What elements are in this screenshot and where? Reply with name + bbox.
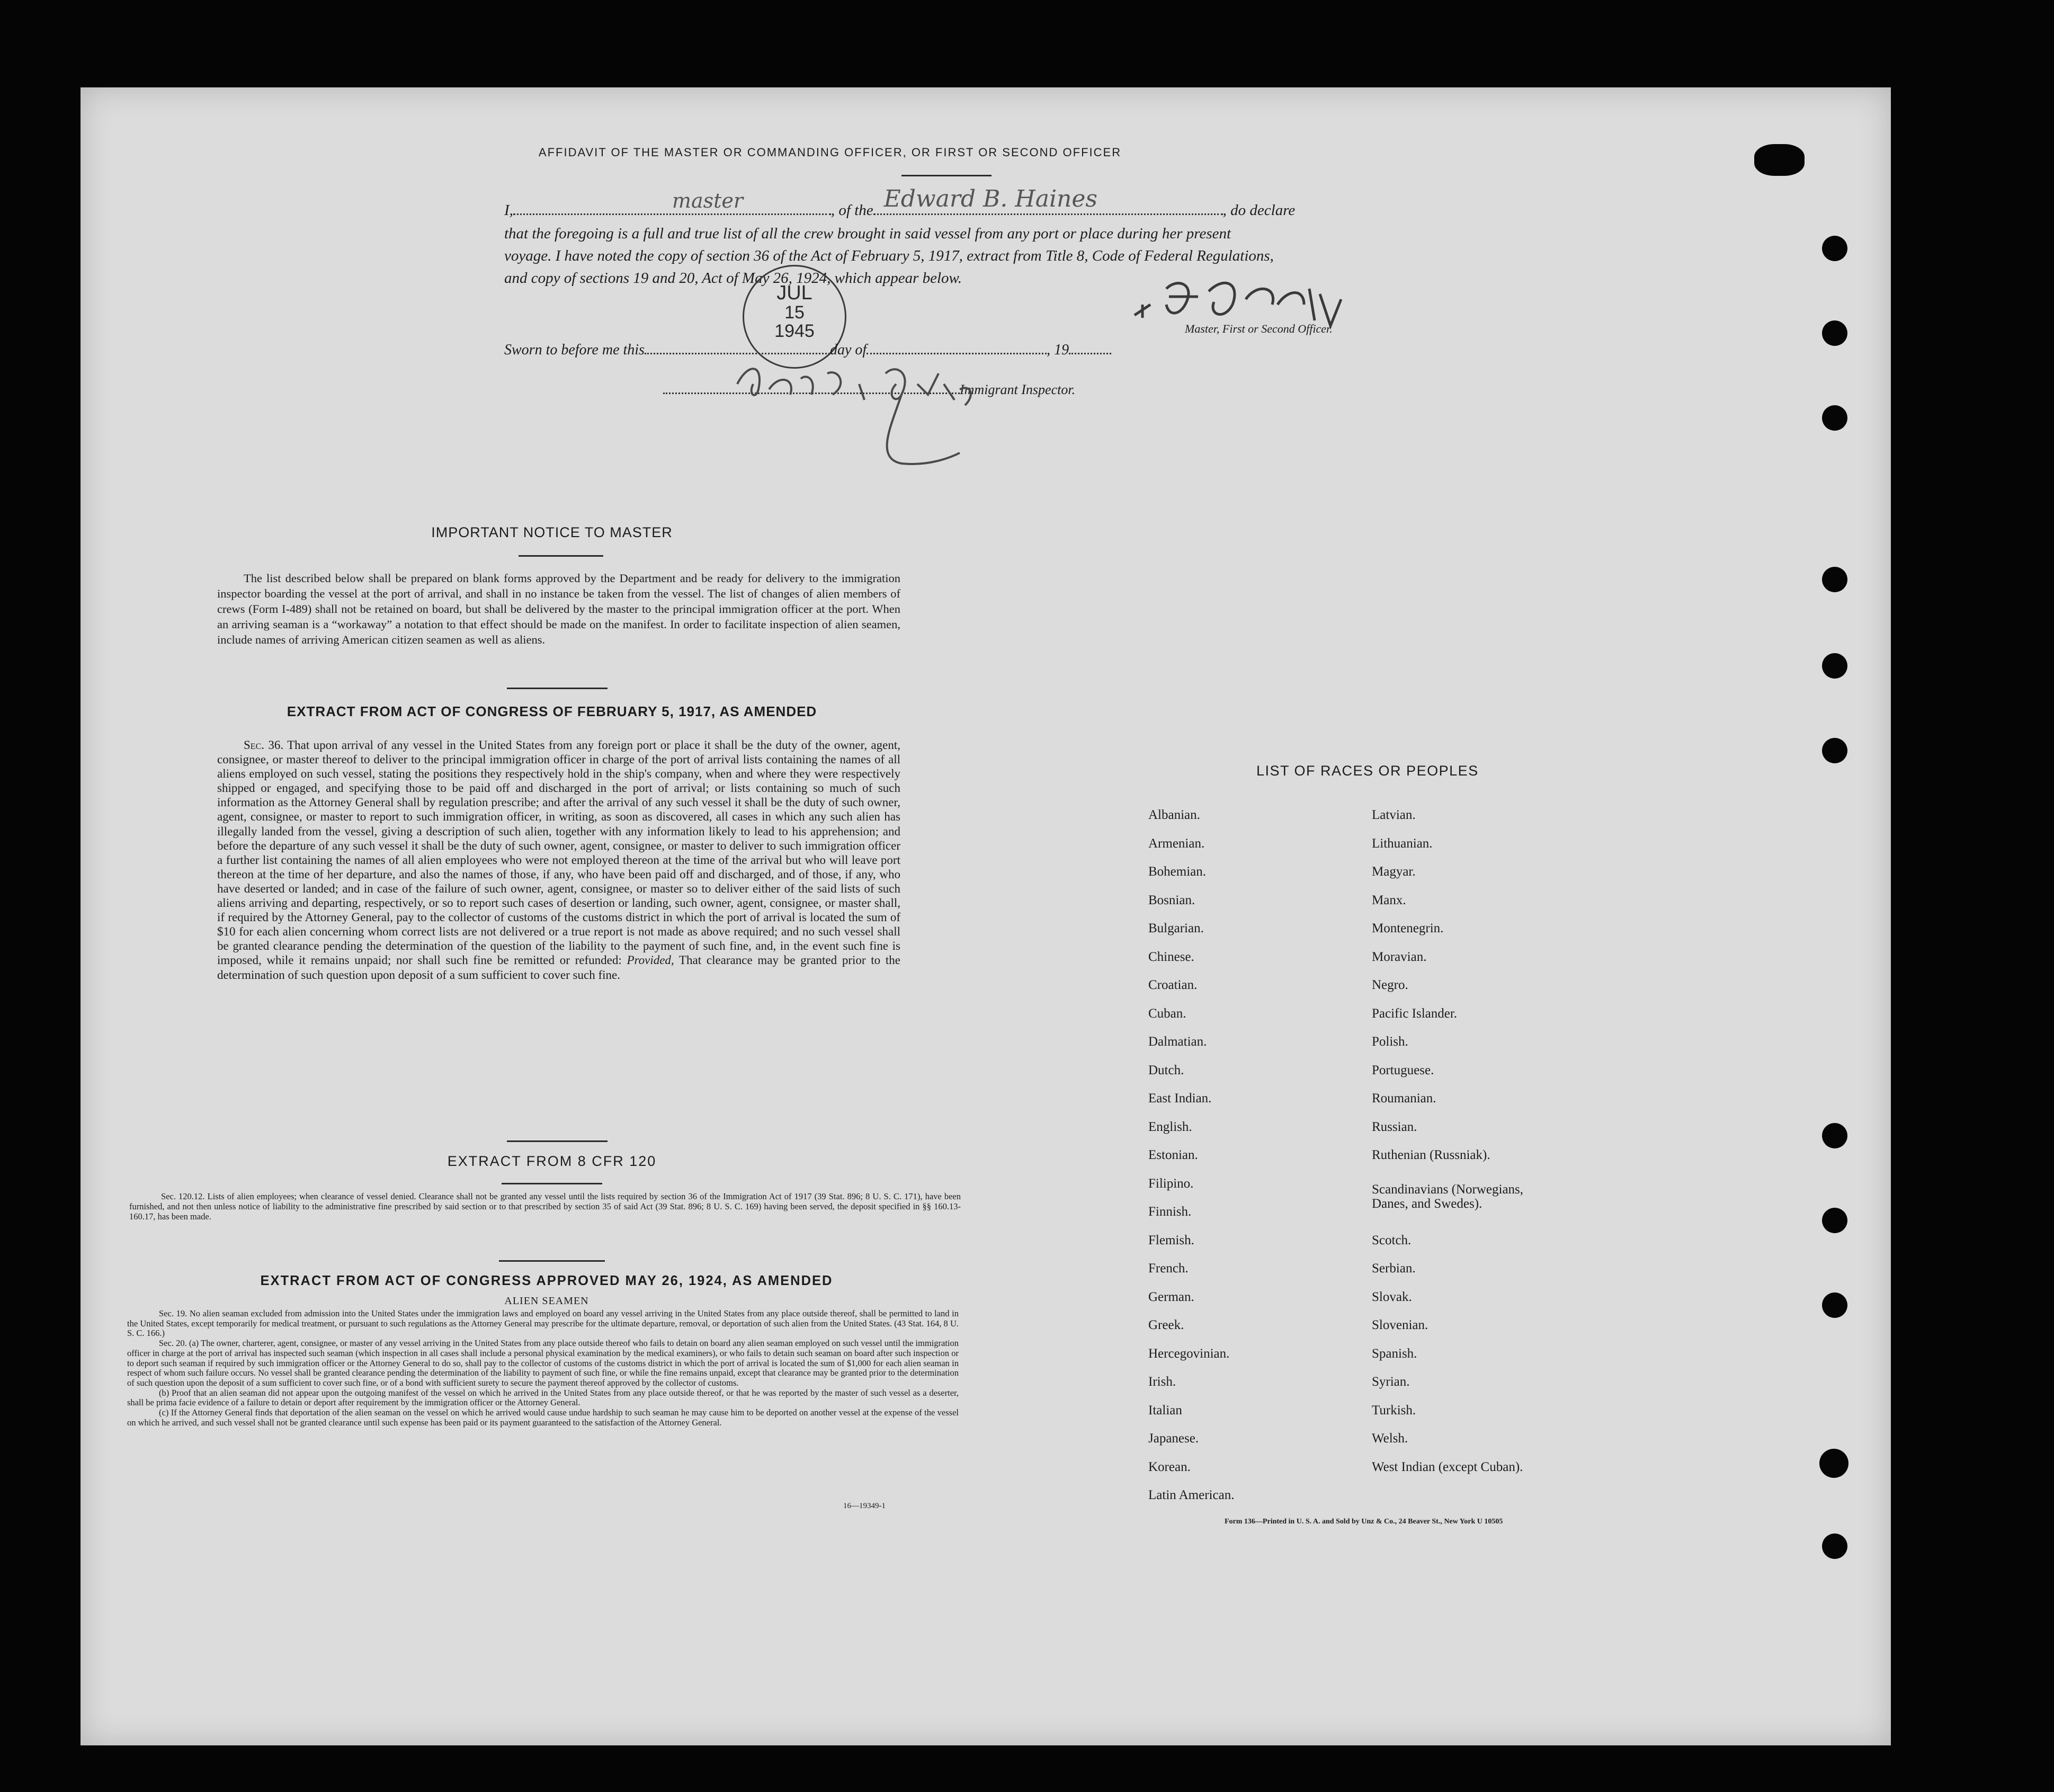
race-item: Bohemian. bbox=[1148, 864, 1207, 879]
race-item: Spanish. bbox=[1372, 1347, 1417, 1361]
extract-1917-text bbox=[217, 738, 900, 982]
extract-1924-text bbox=[127, 1309, 959, 1428]
race-item: Bosnian. bbox=[1148, 893, 1195, 907]
stamp-day: 15 bbox=[784, 302, 805, 323]
race-item: Filipino. bbox=[1148, 1176, 1194, 1191]
race-item: Lithuanian. bbox=[1372, 836, 1433, 851]
affidavit-line-2: that the foregoing is a full and true list of all the crew brought in said vessel from any port or place during her present bbox=[504, 225, 1231, 242]
race-item: Finnish. bbox=[1148, 1205, 1192, 1219]
document-page bbox=[81, 87, 1891, 1745]
form-code: 16—19349-1 bbox=[843, 1502, 886, 1510]
race-item: Serbian. bbox=[1372, 1261, 1416, 1276]
affidavit-line-1 bbox=[504, 185, 1296, 219]
race-item: Syrian. bbox=[1372, 1375, 1410, 1389]
race-item: Estonian. bbox=[1148, 1148, 1198, 1162]
divider bbox=[499, 1260, 605, 1262]
divider bbox=[502, 1183, 602, 1184]
sec-36-body: That upon arrival of any vessel in the United States from any foreign port or place it shall be the duty of the owner, agent, consignee, or master thereof to deliver to the principal immigration officer in charge of the port of arrival lists containing the names of all aliens employed on such vessel, stating the positions they respectively hold in the ship's company, when and where they were respectively shipped or engaged, and specifying those to be paid off and discharged in the port of arrival; or lists containing so much of such information as the Attorney General shall by regulation prescribe; and after the arrival of any such vessel it shall be the duty of such owner, agent, consignee, or master to report to such immigration officer, in writing, as soon as discovered, all cases in which any such alien has illegally landed from the vessel, giving a description of such alien, together with any information likely to lead to his apprehension; and before the departure of any such vessel it shall be the duty of such owner, agent, consignee, or master to deliver to such immigration officer a further list containing the names of all alien employees who were not employed thereon at the time of the arrival but who will leave port thereon at the time of her departure, and also the names of those, if any, who have been paid off and discharged, and of those, if any, who have deserted or landed; and in case of the failure of such owner, agent, consignee, or master so to deliver either of the said lists of such aliens arriving and departing, respectively, or so to report such cases of desertion or landing, such owner, agent, consignee, or master shall, if required by the Attorney General, pay to the collector of customs of the customs district in which the port of arrival is located the sum of $10 for each alien concerning whom correct lists are not delivered or a true report is not made as above required; and no such vessel shall be granted clearance pending the determination of the question of the liability to the payment of such fine, and, in the event such fine is imposed, while it remains unpaid; nor shall such fine be remitted or refunded: bbox=[217, 738, 900, 967]
punch-hole bbox=[1822, 567, 1847, 592]
sec-36-label: Sec. 36. bbox=[244, 738, 284, 752]
race-item: Ruthenian (Russniak). bbox=[1372, 1148, 1490, 1162]
races-title: LIST OF RACES OR PEOPLES bbox=[1256, 763, 1479, 779]
day-of-label: day of bbox=[829, 342, 867, 358]
race-item: Montenegrin. bbox=[1372, 921, 1444, 935]
race-item: West Indian (except Cuban). bbox=[1372, 1460, 1523, 1474]
race-item: Latvian. bbox=[1372, 808, 1416, 822]
race-item: Moravian. bbox=[1372, 950, 1427, 964]
signature-label: Master, First or Second Officer. bbox=[1185, 322, 1333, 335]
punch-hole bbox=[1822, 1292, 1847, 1318]
notice-text: The list described below shall be prepared on blank forms approved by the Department and be ready for delivery to the immigration inspector boarding the vessel at the port of arrival, and shall in no instance be taken from the vessel. The list of changes of alien members of crews (Form I-489) shall not be retained on board, but shall be delivered by the master to the principal immigration officer at the port. When an arriving seaman is a “workaway” a notation to that effect should be made on the manifest. In order to facilitate inspection of alien seamen, include names of arriving American citizen seamen as well as aliens. bbox=[217, 572, 900, 646]
race-item: Irish. bbox=[1148, 1375, 1176, 1389]
race-item: Albanian. bbox=[1148, 808, 1200, 822]
punch-hole bbox=[1822, 320, 1847, 346]
sec-20a-text: Sec. 20. (a) The owner, charterer, agent, consignee, or master of any vessel arriving in the United States from any place outside thereof who fails to detain on board any alien seaman employed on such vessel until the immigration officer in charge at the port of arrival has inspected such seaman (which inspection in all cases shall include a personal physical examination by the medical examiners), or who fails to detain such seaman on board after such inspection or to deport such seaman if required by such immigration officer or the Attorney General to do so, shall pay to the collector of customs of the customs district in which the port of arrival is located the sum of $1,000 for each alien seaman in respect of whom such failure occurs. No vessel shall be granted clearance pending the determination of the liability to payment of such fine, or while the fine remains unpaid, except that clearance may be granted prior to the determination of such question upon the deposit of a sum sufficient to cover such fine, or of a bond with sufficient surety to secure the payment thereof approved by the collector of customs. bbox=[127, 1338, 959, 1388]
sec-19-text: Sec. 19. No alien seaman excluded from admission into the United States under the immigration laws and employed on board any vessel arriving in the United States from any place outside thereof, shall be permitted to land in the United States, except temporarily for medical treatment, or pursuant to such regulations as the Attorney General may prescribe for the ultimate departure, removal, or deportation of such alien from the United States. (43 Stat. 164, 8 U. S. C. 166.) bbox=[127, 1308, 959, 1339]
race-item: English. bbox=[1148, 1120, 1192, 1134]
race-item: German. bbox=[1148, 1290, 1194, 1304]
race-item: Japanese. bbox=[1148, 1431, 1199, 1446]
race-item: Polish. bbox=[1372, 1035, 1408, 1049]
punch-hole bbox=[1822, 1208, 1847, 1233]
race-item: Roumanian. bbox=[1372, 1091, 1436, 1105]
affidavit-line-3: voyage. I have noted the copy of section 36 of the Act of February 5, 1917, extract from Title 8, Code of Federal Regulations, bbox=[504, 247, 1274, 264]
punch-hole bbox=[1822, 405, 1847, 431]
notice-title: IMPORTANT NOTICE TO MASTER bbox=[431, 524, 673, 540]
do-declare-label: , do declare bbox=[1222, 202, 1296, 219]
race-item: Portuguese. bbox=[1372, 1063, 1434, 1077]
race-item: Welsh. bbox=[1372, 1431, 1408, 1446]
divider bbox=[519, 555, 603, 557]
divider bbox=[507, 688, 608, 689]
sec-36-end: That clearance may be granted prior to the determination of such question upon deposit of a sum sufficient to cover such fine. bbox=[217, 953, 901, 982]
punch-hole bbox=[1822, 738, 1847, 763]
race-item: East Indian. bbox=[1148, 1091, 1212, 1105]
race-item: Slovenian. bbox=[1372, 1318, 1428, 1332]
punch-hole bbox=[1822, 653, 1847, 679]
punch-hole bbox=[1822, 1123, 1847, 1148]
punch-hole bbox=[1819, 1449, 1848, 1478]
race-item: Russian. bbox=[1372, 1120, 1417, 1134]
divider bbox=[507, 1140, 608, 1142]
race-item: Latin American. bbox=[1148, 1488, 1235, 1502]
race-item: Chinese. bbox=[1148, 950, 1194, 964]
race-item: Manx. bbox=[1372, 893, 1406, 907]
vessel-name-written: Edward B. Haines bbox=[883, 185, 1097, 212]
race-item: Korean. bbox=[1148, 1460, 1191, 1474]
race-item: Negro. bbox=[1372, 978, 1408, 992]
inspector-label: Immigrant Inspector. bbox=[960, 382, 1076, 397]
race-item: Bulgarian. bbox=[1148, 921, 1204, 935]
race-item: Croatian. bbox=[1148, 978, 1198, 992]
cfr-title: EXTRACT FROM 8 CFR 120 bbox=[447, 1153, 657, 1169]
punch-hole bbox=[1822, 1534, 1847, 1559]
inspector-signature bbox=[727, 352, 1023, 469]
race-item: Hercegovinian. bbox=[1148, 1347, 1230, 1361]
sworn-label: Sworn to before me this bbox=[504, 342, 645, 358]
punch-hole bbox=[1754, 144, 1805, 176]
affidavit-title: AFFIDAVIT OF THE MASTER OR COMMANDING OFFICER, OR FIRST OR SECOND OFFICER bbox=[538, 146, 1122, 159]
affidavit-i: I, bbox=[504, 202, 513, 219]
divider bbox=[901, 175, 992, 176]
race-item: Italian bbox=[1148, 1403, 1182, 1417]
affidavit-line-4: and copy of sections 19 and 20, Act of May 26, 1924, which appear below. bbox=[504, 270, 962, 287]
race-item: Dalmatian. bbox=[1148, 1035, 1207, 1049]
sec-20c-text: (c) If the Attorney General finds that deportation of the alien seaman on the vessel on which he arrived would cause undue hardship to such seaman he may cause him to be deported on another vessel at the expense of the vessel on which he arrived, and such vessel shall not be granted clearance until such expense has been paid or its payment guaranteed to the satisfaction of the Attorney General. bbox=[127, 1407, 959, 1428]
race-item: Magyar. bbox=[1372, 864, 1416, 879]
extract-1917-title: EXTRACT FROM ACT OF CONGRESS OF FEBRUARY 5, 1917, AS AMENDED bbox=[287, 703, 817, 719]
race-item: Scandinavians (Norwegians, Danes, and Swedes). bbox=[1372, 1182, 1524, 1211]
form-footer: Form 136—Printed in U. S. A. and Sold by Unz & Co., 24 Beaver St., New York U 10505 bbox=[1225, 1518, 1503, 1526]
race-item: Turkish. bbox=[1372, 1403, 1416, 1417]
race-item: Slovak. bbox=[1372, 1290, 1412, 1304]
extract-1924-title: EXTRACT FROM ACT OF CONGRESS APPROVED MAY 26, 1924, AS AMENDED bbox=[260, 1273, 833, 1288]
stamp-year: 1945 bbox=[774, 321, 815, 341]
race-item: Pacific Islander. bbox=[1372, 1006, 1458, 1021]
race-item: French. bbox=[1148, 1261, 1189, 1276]
rank-written: master bbox=[672, 189, 744, 212]
punch-hole bbox=[1822, 236, 1847, 261]
sec-20b-text: (b) Proof that an alien seaman did not appear upon the outgoing manifest of the vessel on which he arrived in the United States from any place outside thereof, or that he was reported by the master of such vessel as a deserter, shall be prima facie evidence of a failure to detain or deport after requirement by the immigration officer or the Attorney General. bbox=[127, 1387, 959, 1408]
year-label: , 19 bbox=[1047, 342, 1069, 358]
race-item: Armenian. bbox=[1148, 836, 1205, 851]
race-item: Cuban. bbox=[1148, 1006, 1186, 1021]
alien-seamen-subtitle: ALIEN SEAMEN bbox=[504, 1295, 589, 1307]
stamp-month: JUL bbox=[776, 282, 812, 304]
race-item: Greek. bbox=[1148, 1318, 1184, 1332]
cfr-text: Sec. 120.12. Lists of alien employees; when clearance of vessel denied. Clearance shall not be granted any vessel until the lists required by section 36 of the Immigration Act of 1917 (39 Stat. 896; 8 U. S. C. 171), have been furnished, and not then unless notice of liability to the administrative fine prescribed by said section or to that prescribed by section 35 of said Act (39 Stat. 896; 8 U. S. C. 169) having been served, the deposit specified in §§ 160.13-160.17, has been made. bbox=[129, 1191, 961, 1222]
race-item: Scotch. bbox=[1372, 1233, 1412, 1247]
race-item: Flemish. bbox=[1148, 1233, 1194, 1247]
provided-label: Provided, bbox=[627, 953, 674, 967]
race-item: Dutch. bbox=[1148, 1063, 1184, 1077]
of-the-label: , of the bbox=[830, 202, 873, 219]
